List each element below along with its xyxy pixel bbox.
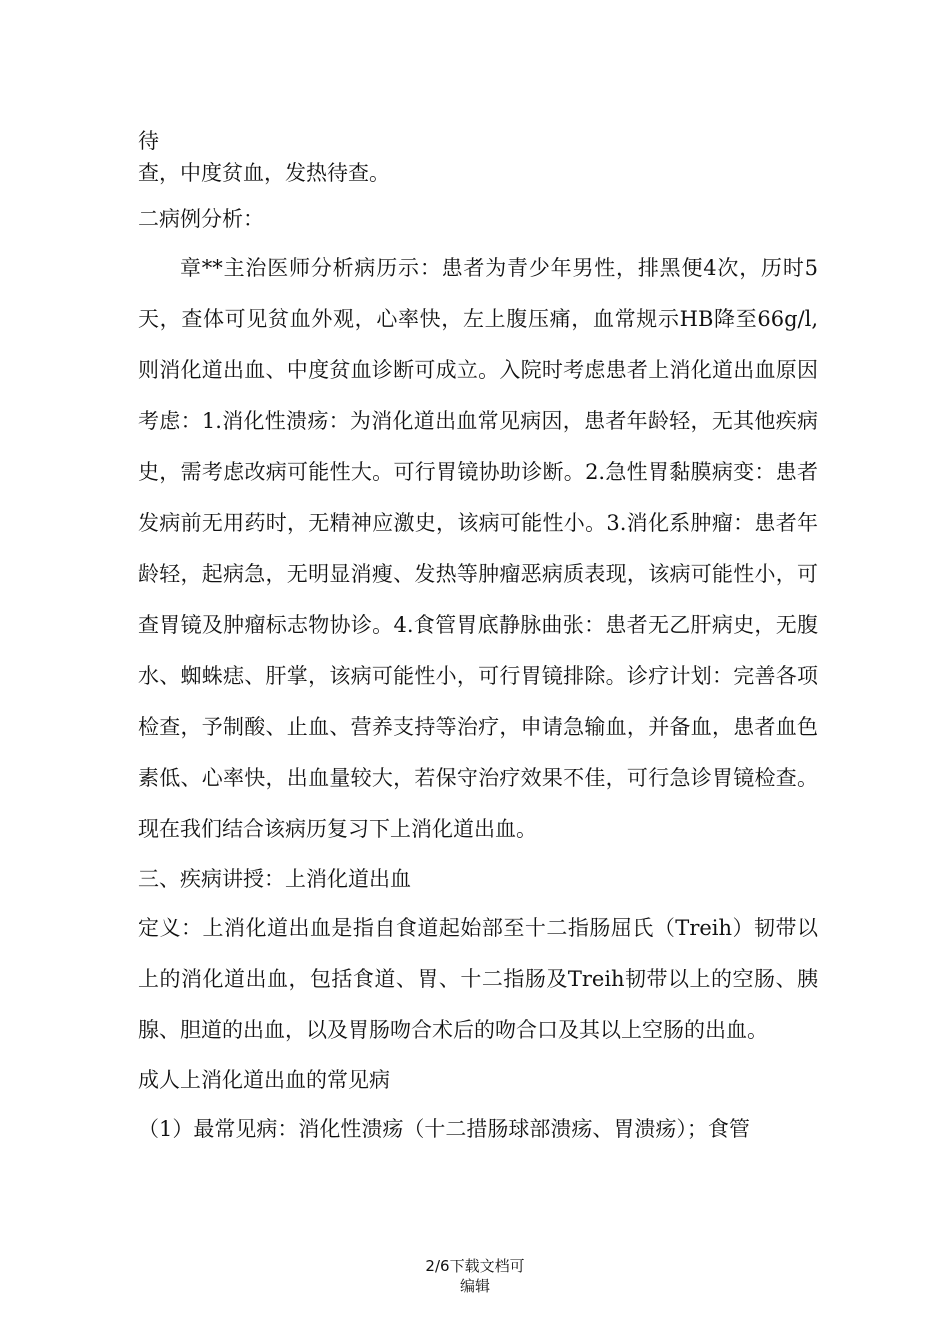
page-footer: [0, 1256, 950, 1296]
analysis-paragraph: 章**主治医师分析病历示：患者为青少年男性，排黑便4次，历时5天，查体可见贫血外观，心率快，左上腹压痛，血常规示HB降至66g/l,则消化道出血、中度贫血诊断可成立。入院时考虑患者上消化道出血原因考虑：1.消化性溃疡：为消化道出血常见病因，患者年龄轻，无其他疾病史，需考虑改病可能性大。可行胃镜协助诊断。2.急性胃黏膜病变：患者发病前无用药时，无精神应激史，该病可能性小。3.消化系肿瘤：患者年龄轻，起病急，无明显消瘦、发热等肿瘤恶病质表现，该病可能性小，可查胃镜及肿瘤标志物协诊。4.食管胃底静脉曲张：患者无乙肝病史，无腹水、蜘蛛痣、肝掌，该病可能性小，可行胃镜排除。诊疗计划：完善各项检查，予制酸、止血、营养支持等治疗，申请急输血，并备血，患者血色素低、心率快，出血量较大，若保守治疗效果不佳，可行急诊胃镜检查。现在我们结合该病历复习下上消化道出血。: [138, 256, 818, 841]
heading-common-causes: 成人上消化道出血的常见病: [138, 1068, 390, 1092]
definition-paragraph: 定义：上消化道出血是指自食道起始部至十二指肠屈氏（Treih）韧带以上的消化道出血，包括食道、胃、十二指肠及Treih韧带以上的空肠、胰腺、胆道的出血，以及胃肠吻合术后的吻合口及其以上空肠的出血。: [138, 916, 818, 1042]
heading-case-analysis: 二病例分析：: [138, 207, 264, 231]
footer-page-label: 2/6下载文档可: [425, 1257, 525, 1275]
document-body: [138, 125, 818, 1155]
footer-page-label-2: 编辑: [459, 1277, 490, 1295]
list-item-1: （1）最常见病：消化性溃疡（十二措肠球部溃疡、胃溃疡）；食管: [138, 1117, 750, 1141]
text-line-summary: 查，中度贫血，发热待查。: [138, 161, 390, 185]
text-line-wait: 待: [138, 129, 159, 153]
heading-disease-lecture: 三、疾病讲授：上消化道出血: [138, 867, 411, 891]
